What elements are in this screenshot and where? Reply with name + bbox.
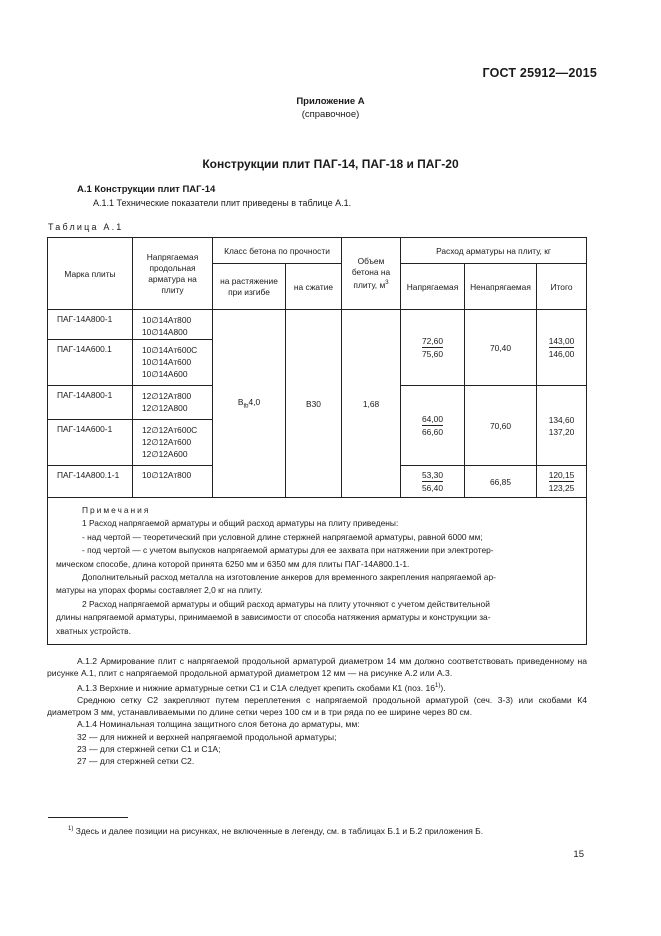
paragraph: А.1.2 Армирование плит с напрягаемой продольной арматурой диаметром 14 мм должно соответствовать приведенному на рисунке А.1, плит с напрягаемой продольной арматурой диаметром 12 мм — на рисунке А.2 или А.3. [47,656,587,679]
note-line: 2 Расход напрягаемой арматуры и общий расход арматуры на плиту уточняют с учетом действительной [82,598,490,609]
rebar-spec: 10∅14Ат600С 10∅14Ат600 10∅14А600 [133,340,213,386]
note-line: матуры на упорах формы составляет 2,0 кг на плиту. [56,585,263,596]
data-table [47,237,587,645]
section-intro: А.1.1 Технические показатели плит приведены в таблице А.1. [93,198,352,208]
note-line: хватных устройств. [56,625,131,636]
plate-mark: ПАГ-14А800.1-1 [48,466,133,498]
footnote-divider [48,817,128,818]
total-value: $\frac{120,15}{123,25}$ [537,466,587,498]
notes-title: Примечания [82,505,151,515]
section-heading: А.1 Конструкции плит ПАГ-14 [77,184,216,195]
non-prestressed-value: 66,85 [465,466,537,498]
header-tension-bending: на растяжение при изгибе [213,264,286,310]
list-item: 32 — для нижней и верхней напрягаемой продольной арматуры; [77,731,337,742]
note-line: - под чертой — с учетом выпусков напрягаемой арматуры для ее захвата при натяжении при электротер- [82,545,494,556]
plate-mark: ПАГ-14А600.1 [48,340,133,386]
header-prestressed-long: Напрягаемая продольная арматура на плиту [133,238,213,310]
header-prestressed: Напрягаемая [401,264,465,310]
prestressed-value: $\frac{64,00}{66,60}$ [401,386,465,466]
page-number: 15 [573,849,584,860]
plate-mark: ПАГ-14А600-1 [48,420,133,466]
non-prestressed-value: 70,40 [465,310,537,386]
non-prestressed-value: 70,60 [465,386,537,466]
rebar-spec: 12∅12Ат800 12∅12А800 [133,386,213,420]
header-rebar-consumption: Расход арматуры на плиту, кг [401,238,587,264]
note-line: длины напрягаемой арматуры, принимаемой в зависимости от способа натяжения арматуры и конструкции за- [56,612,491,623]
plate-mark: ПАГ-14А800-1 [48,386,133,420]
prestressed-value: $\frac{72,60}{75,60}$ [401,310,465,386]
header-non-prestressed: Ненапрягаемая [465,264,537,310]
paragraph: А.1.3 Верхние и нижние арматурные сетки С1 и С1А следует крепить скобами К1 (поз. 16$^{1)}$). [77,682,446,693]
rebar-spec: 10∅12Ат800 [133,466,213,498]
header-compression: на сжатие [286,264,342,310]
appendix-kind: (справочное) [301,109,360,120]
volume-cell: 1,68 [342,310,401,498]
appendix-label: Приложение А [296,96,365,107]
compression-class-cell: В30 [286,310,342,498]
body-text [47,655,587,768]
note-line: Дополнительный расход металла на изготовление анкеров для временного закрепления напрягаемой ар- [82,572,496,583]
paragraph: А.1.4 Номинальная толщина защитного слоя бетона до арматуры, мм: [77,719,360,730]
table-row [48,310,587,340]
list-item: 27 — для стержней сетки С2. [77,756,195,767]
footnote: $^{1)}$ Здесь и далее позиции на рисунках, не включенные в легенду, см. в таблицах Б.1 и Б.2 приложения Б. [68,826,484,836]
plate-mark: ПАГ-14А800-1 [48,310,133,340]
page-title: Конструкции плит ПАГ-14, ПАГ-18 и ПАГ-20 [202,157,459,171]
standard-number: ГОСТ 25912—2015 [482,66,597,80]
header-total: Итого [537,264,587,310]
table-caption: Таблица А.1 [48,222,124,232]
table-notes [48,498,587,645]
header-volume: Объем бетона на плиту, $м^3$ [342,238,401,310]
total-value: 134,60 137,20 [537,386,587,466]
rebar-spec: 10∅14Ат800 10∅14А800 [133,310,213,340]
list-item: 23 — для стержней сетки С1 и С1А; [77,743,221,754]
prestressed-value: $\frac{53,30}{56,40}$ [401,466,465,498]
note-line: мическом способе, длина которой принята 6250 мм и 6350 мм для плиты ПАГ-14А800.1-1. [56,558,410,569]
note-line: 1 Расход напрягаемой арматуры и общий расход арматуры на плиту приведены: [82,518,399,529]
header-mark: Марка плиты [48,238,133,310]
tension-class-cell: $B_{tb}4,0$ [213,310,286,498]
table-notes-row [48,498,587,645]
rebar-spec: 12∅12Ат600С 12∅12Ат600 12∅12А600 [133,420,213,466]
paragraph: Среднюю сетку С2 закрепляют путем переплетения с напрягаемой продольной арматурой (сеч. 3-3) или скобами К4 диаметром 3 мм, устанавливаемыми по длине сетки через 100 см и в три ряда по ее ширине через 80 см. [47,694,587,718]
note-line: - над чертой — теоретический при условной длине стержней напрягаемой арматуры, равной 6000 мм; [82,531,483,542]
total-value: $\frac{143,00}{146,00}$ [537,310,587,386]
header-concrete-class: Класс бетона по прочности [213,238,342,264]
